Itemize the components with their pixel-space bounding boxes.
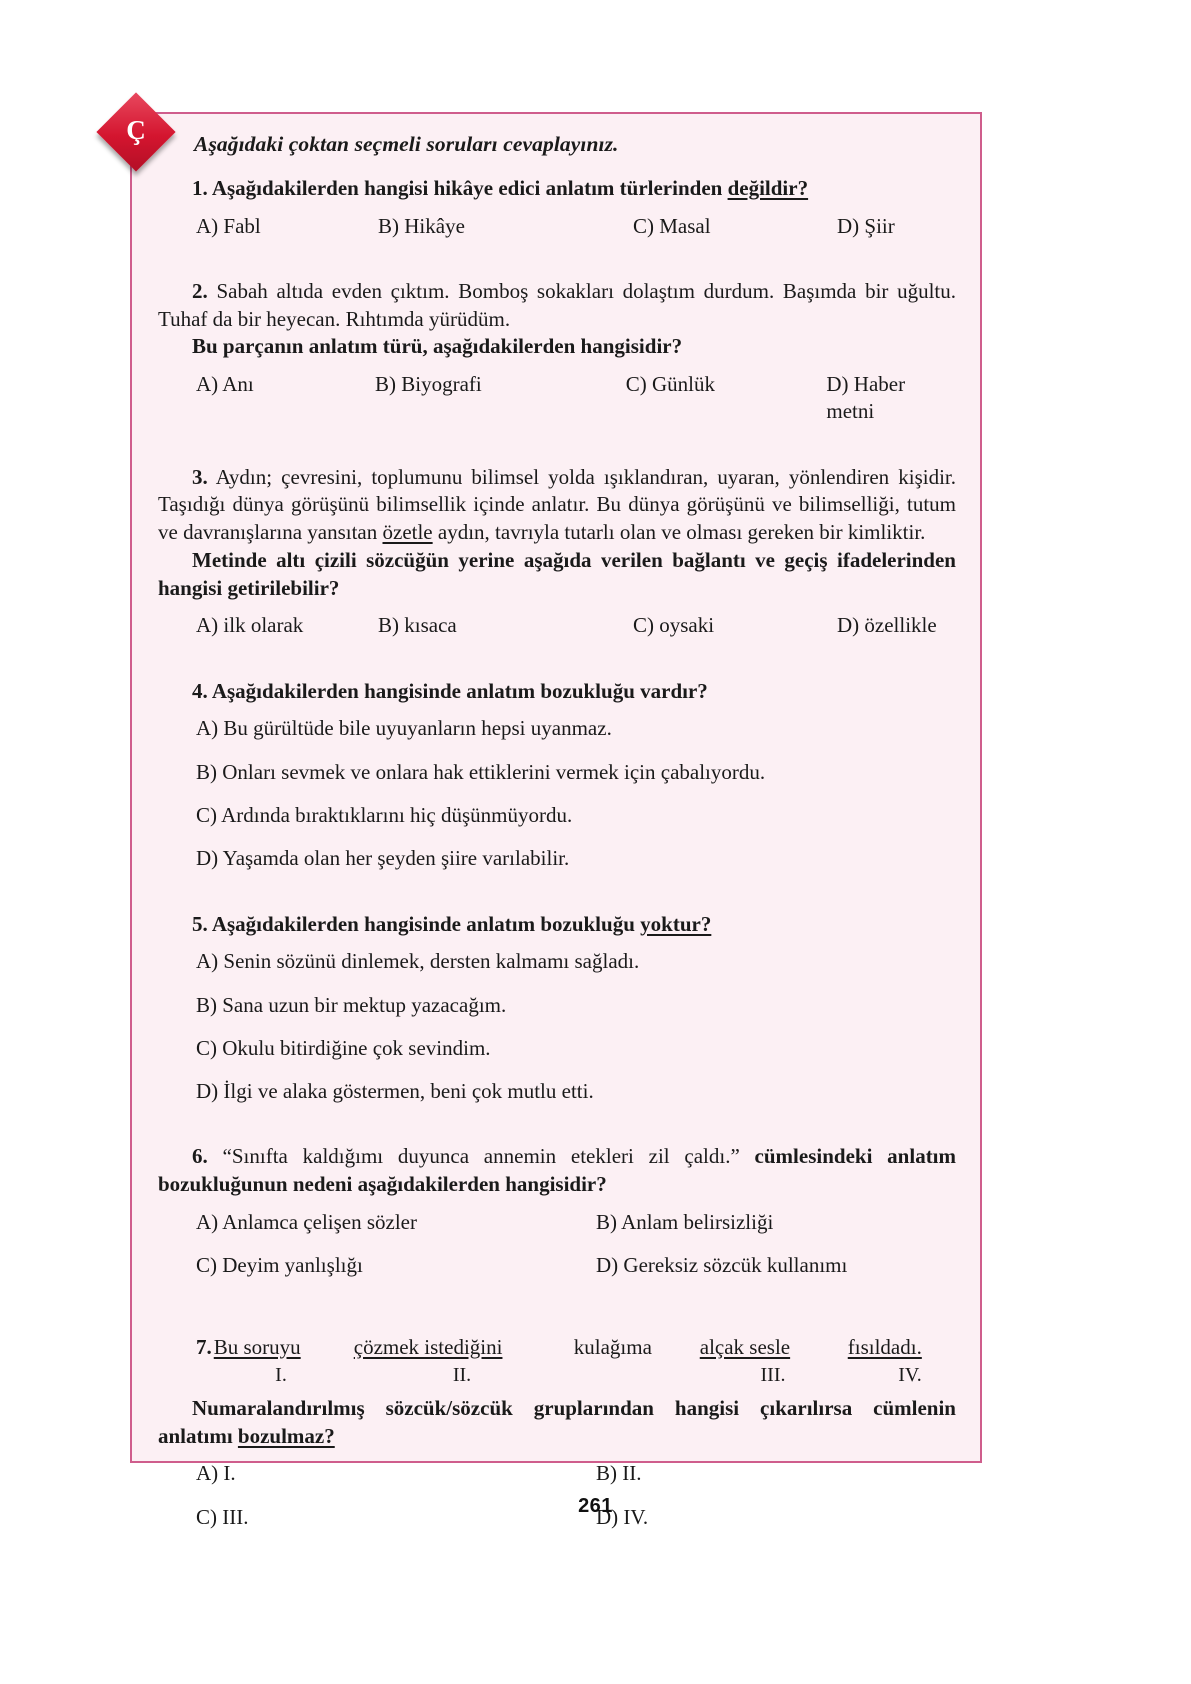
- question-1-title-text: Aşağıdakilerden hangisi hikâye edici anlatım türlerinden: [211, 176, 728, 200]
- question-7-roman-5: IV.: [898, 1363, 922, 1386]
- question-2-passage-text: Sabah altıda evden çıktım. Bomboş sokakları dolaştım durdum. Başımda bir uğultu. Tuhaf da bir heyecan. Rıhtımda yürüdüm.: [158, 279, 957, 331]
- option-b[interactable]: B) Anlam belirsizliği: [596, 1209, 774, 1234]
- option-b[interactable]: B) Biyografi: [374, 372, 482, 397]
- option-d[interactable]: D) İlgi ve alaka göstermen, beni çok mutlu etti.: [196, 1079, 594, 1104]
- option-b[interactable]: B) Hikâye: [378, 213, 465, 238]
- question-4-title: [158, 678, 956, 706]
- option-c[interactable]: C) oysaki: [633, 613, 715, 638]
- question-3-passage-part1: Aydın; çevresini, toplumunu bilimsel yolda ışıklandıran, uyaran, yönlendiren kişidir. Taşıdığı dünya görüşünü bilimsellik içinde anlatır. Bu dünya görüşünü ve bilimselliği, tutum ve davranışlarına yansıtan: [158, 464, 957, 545]
- question-2-options: [158, 371, 956, 426]
- option-a[interactable]: A) Fabl: [196, 213, 261, 238]
- question-6-number: 6.: [192, 1144, 208, 1169]
- question-1-title: [158, 175, 956, 203]
- question-6: [158, 1143, 956, 1295]
- option-c[interactable]: C) Günlük: [625, 372, 716, 397]
- question-7-title-text: Numaralandırılmış sözcük/sözcük gruplarından hangisi çıkarılırsa cümlenin anlatımı: [158, 1395, 956, 1448]
- question-7-segment-1: Bu soruyu: [213, 1334, 301, 1359]
- question-1: [158, 175, 956, 240]
- question-4: [158, 678, 956, 873]
- option-d[interactable]: D) IV.: [596, 1504, 649, 1529]
- question-2-passage: [158, 278, 956, 333]
- option-c[interactable]: C) Okulu bitirdiğine çok sevindim.: [196, 1035, 491, 1060]
- question-1-number: 1.: [192, 176, 208, 200]
- option-c[interactable]: C) Ardında bıraktıklarını hiç düşünmüyordu.: [196, 802, 573, 827]
- question-7-segment-5: fısıldadı.: [847, 1334, 922, 1359]
- question-7-sentence: [158, 1334, 956, 1361]
- option-a[interactable]: A) I.: [196, 1461, 236, 1486]
- question-5: [158, 911, 956, 1106]
- question-3-title: Metinde altı çizili sözcüğün yerine aşağıda verilen bağlantı ve geçiş ifadelerinden hangisi getirilebilir?: [158, 547, 956, 600]
- question-5-title-text: Aşağıdakilerden hangisinde anlatım bozukluğu: [211, 911, 641, 936]
- option-a[interactable]: A) Senin sözünü dinlemek, dersten kalmamı sağladı.: [196, 949, 640, 974]
- option-d[interactable]: D) Yaşamda olan her şeyden şiire varılabilir.: [196, 846, 570, 871]
- spacer: [158, 1296, 956, 1334]
- option-c[interactable]: C) III.: [196, 1504, 249, 1529]
- question-4-title-text: Aşağıdakilerden hangisinde anlatım bozukluğu vardır?: [211, 678, 708, 703]
- question-7-segment-4: alçak sesle: [699, 1334, 791, 1359]
- option-d[interactable]: D) Haber metni: [826, 372, 906, 424]
- question-7-title-underlined: bozulmaz?: [237, 1423, 335, 1448]
- question-1-options: [158, 213, 956, 240]
- question-5-number: 5.: [192, 911, 208, 936]
- question-5-title-underlined: yoktur?: [640, 911, 712, 936]
- question-3-passage-underlined: özetle: [382, 520, 433, 545]
- question-4-options: [158, 715, 956, 872]
- question-3: [158, 464, 956, 640]
- option-c[interactable]: C) Deyim yanlışlığı: [196, 1253, 363, 1278]
- spacer: [158, 640, 956, 678]
- spacer: [158, 1105, 956, 1143]
- page-number: 261: [578, 1495, 613, 1517]
- question-7-segment-3: kulağıma: [573, 1334, 652, 1359]
- question-6-title-bold: cümlesindeki anlatım bozukluğunun nedeni aşağıdakilerden hangisidir?: [158, 1144, 957, 1197]
- option-b[interactable]: B) Sana uzun bir mektup yazacağım.: [196, 992, 507, 1017]
- question-6-options: [158, 1209, 956, 1296]
- question-7-segment-2: çözmek istediğini: [353, 1334, 503, 1359]
- question-6-quote: “Sınıfta kaldığımı duyunca annemin etekleri zil çaldı.”: [222, 1144, 740, 1169]
- question-6-stem: [158, 1143, 956, 1198]
- question-7-number: 7.: [196, 1334, 212, 1359]
- question-2-number: 2.: [192, 279, 208, 304]
- option-b[interactable]: B) Onları sevmek ve onlara hak ettiklerini vermek için çabalıyordu.: [196, 759, 766, 784]
- option-b[interactable]: B) II.: [596, 1461, 642, 1486]
- question-3-passage: [158, 464, 956, 547]
- question-3-passage-part2: aydın, tavrıyla tutarlı olan ve olması gereken bir kimliktir.: [432, 520, 926, 545]
- option-d[interactable]: D) özellikle: [837, 613, 937, 638]
- option-d[interactable]: D) Gereksiz sözcük kullanımı: [596, 1253, 848, 1278]
- question-1-title-underlined: değildir?: [727, 176, 809, 200]
- question-5-title: [158, 911, 956, 939]
- question-3-options: [158, 612, 956, 639]
- spacer: [158, 161, 956, 175]
- option-d[interactable]: D) Şiir: [837, 213, 895, 238]
- question-3-number: 3.: [192, 464, 208, 489]
- spacer: [158, 426, 956, 464]
- question-7-roman-row: [158, 1362, 956, 1389]
- section-badge-letter: Ç: [126, 114, 146, 145]
- exercise-instruction: Aşağıdaki çoktan seçmeli soruları cevaplayınız.: [194, 132, 619, 156]
- spacer: [158, 873, 956, 911]
- question-5-options: [158, 948, 956, 1105]
- question-7-roman-2: II.: [452, 1363, 472, 1386]
- spacer: [158, 240, 956, 278]
- option-a[interactable]: A) Anlamca çelişen sözler: [196, 1209, 417, 1234]
- question-4-number: 4.: [192, 678, 208, 703]
- question-7-roman-4: III.: [760, 1363, 786, 1386]
- option-b[interactable]: B) kısaca: [378, 613, 457, 638]
- question-2-title: Bu parçanın anlatım türü, aşağıdakilerden hangisidir?: [192, 334, 683, 359]
- option-a[interactable]: A) ilk olarak: [196, 613, 304, 638]
- option-a[interactable]: A) Bu gürültüde bile uyuyanların hepsi uyanmaz.: [196, 716, 612, 741]
- question-7-roman-1: I.: [275, 1363, 287, 1386]
- question-7-title: [158, 1395, 956, 1450]
- question-2: [158, 278, 956, 426]
- option-c[interactable]: C) Masal: [633, 213, 711, 238]
- option-a[interactable]: A) Anı: [196, 372, 254, 397]
